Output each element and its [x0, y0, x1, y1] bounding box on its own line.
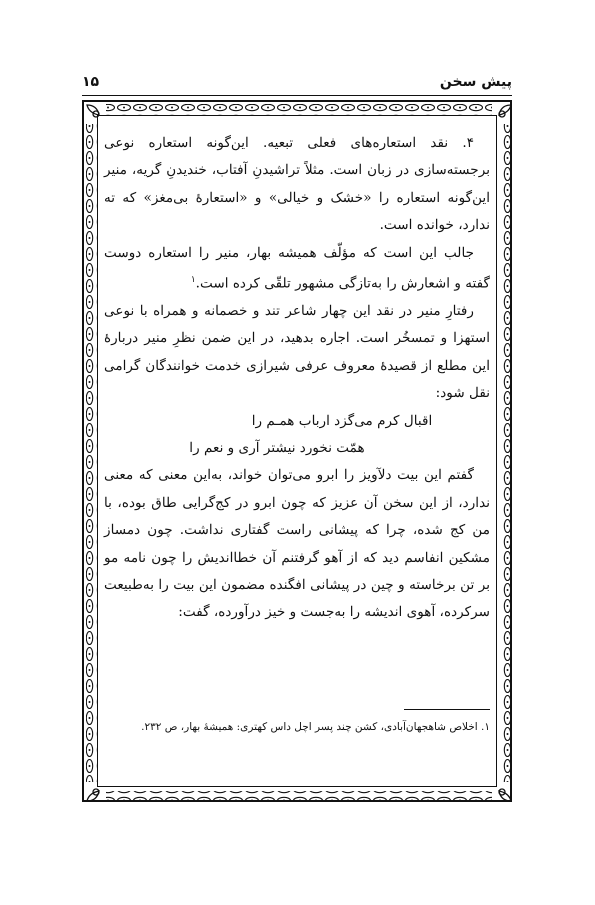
- paragraph: [104, 240, 490, 298]
- paragraph-text: جالب این است که مؤلّف همیشه بهار، منیر را استعاره دوست گفته و اشعارش را به‌تازگی مشهور تلقّی کرده است.: [104, 244, 490, 292]
- verse-hemistich-1: اقبال کرم می‌گزد ارباب همـم را: [251, 412, 433, 429]
- running-head: [82, 70, 512, 96]
- footnote-marker: ۱: [190, 275, 196, 286]
- footnote-rule: [404, 709, 490, 710]
- footnote: ۱. اخلاص شاهجهان‌آبادی، کشن چند پسر اچل داس کهتری: همیشهٔ بهار، ص ۲۳۲.: [141, 721, 490, 733]
- running-title: پیش سخن: [439, 74, 512, 90]
- paragraph: گفتم این بیت دلآویز را ابرو می‌توان خواند، به‌این معنی که معنی ندارد، از این سخن آن عزیز که چون ابرو در کج‌گرایی طاق بوده، با من کج شده، چرا که پیشانی راست گفتاری نداشت. چون دمساز مشکین انفاسم دید که از آهو گرفتنم آن خطااندیش را چون نامه مو بر تن برخاسته و چین در پیشانی افگنده مضمون این بیت را به‌طبیعت سرکرده، آهوی اندیشه را به‌جست و خیز درآورده، گفت:: [104, 467, 490, 621]
- page-body: [104, 130, 490, 627]
- header-rule: [82, 95, 512, 96]
- paragraph: رفتارِ منیر در نقد این چهار شاعر تند و خصمانه و همراه با نوعی استهزا و تمسخُر است. اجاره بدهید، در این ضمن نظرِ منیر دربارهٔ این مطلع از قصیدهٔ معروف عرفی شیرازی خدمت خوانندگان گرامی نقل شود:: [104, 302, 490, 402]
- verse-hemistich-2: همّت نخورد نیشتر آری و نعم را: [189, 440, 365, 456]
- page-number: ۱۵: [82, 74, 100, 90]
- paragraph: ۴. نقد استعاره‌های فعلی تبعیه. این‌گونه استعاره نوعی برجسته‌سازی در زبان است. مثلاً تراشیدنِ آفتاب، خندیدنِ گریه، منیر این‌گونه استعاره را «خشک و خیالی» و «استعارهٔ بی‌مغز» که ته ندارد، خوانده است.: [104, 135, 490, 234]
